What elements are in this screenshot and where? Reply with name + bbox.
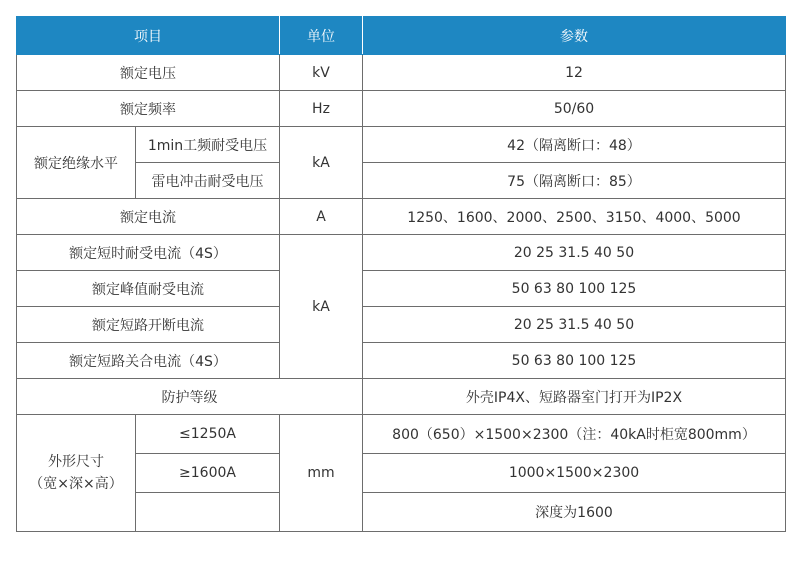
dimensions-label-line2: （宽×深×高） (29, 476, 123, 492)
row-value: 1250、1600、2000、2500、3150、4000、5000 (363, 199, 786, 235)
row-value: 50 63 80 100 125 (363, 343, 786, 379)
row-label: 额定短路开断电流 (17, 307, 280, 343)
table-row (17, 235, 786, 271)
header-unit: 单位 (280, 17, 363, 55)
table-row (17, 91, 786, 127)
table-row (17, 55, 786, 91)
row-unit: mm (280, 415, 363, 532)
row-label (17, 415, 136, 532)
row-value: 20 25 31.5 40 50 (363, 307, 786, 343)
spec-table (16, 16, 786, 532)
row-value: 1000×1500×2300 (363, 454, 786, 493)
row-label: 额定短路关合电流（4S） (17, 343, 280, 379)
header-item: 项目 (17, 17, 280, 55)
row-label: 额定绝缘水平 (17, 127, 136, 199)
table-header-row (17, 17, 786, 55)
row-label: 额定峰值耐受电流 (17, 271, 280, 307)
row-value: 20 25 31.5 40 50 (363, 235, 786, 271)
table-row (17, 415, 786, 454)
row-unit: A (280, 199, 363, 235)
row-value: 12 (363, 55, 786, 91)
row-label: 额定短时耐受电流（4S） (17, 235, 280, 271)
row-value: 800（650）×1500×2300（注：40kA时柜宽800mm） (363, 415, 786, 454)
table-row (17, 307, 786, 343)
row-value: 75（隔离断口：85） (363, 163, 786, 199)
row-unit: kA (280, 127, 363, 199)
row-unit: Hz (280, 91, 363, 127)
row-label: 防护等级 (17, 379, 363, 415)
sub-label: 雷电冲击耐受电压 (136, 163, 280, 199)
sub-label (136, 493, 280, 532)
table-row (17, 127, 786, 163)
dimensions-label-line1: 外形尺寸 (48, 454, 104, 470)
row-value: 深度为1600 (363, 493, 786, 532)
row-value: 外壳IP4X、短路器室门打开为IP2X (363, 379, 786, 415)
sub-label: ≤1250A (136, 415, 280, 454)
table-row (17, 271, 786, 307)
table-row (17, 343, 786, 379)
row-label: 额定电流 (17, 199, 280, 235)
row-unit: kV (280, 55, 363, 91)
sub-label: ≥1600A (136, 454, 280, 493)
row-value: 50 63 80 100 125 (363, 271, 786, 307)
row-value: 50/60 (363, 91, 786, 127)
header-param: 参数 (363, 17, 786, 55)
table-row (17, 379, 786, 415)
row-value: 42（隔离断口：48） (363, 127, 786, 163)
sub-label: 1min工频耐受电压 (136, 127, 280, 163)
row-label: 额定频率 (17, 91, 280, 127)
row-unit: kA (280, 235, 363, 379)
table-row (17, 199, 786, 235)
row-label: 额定电压 (17, 55, 280, 91)
